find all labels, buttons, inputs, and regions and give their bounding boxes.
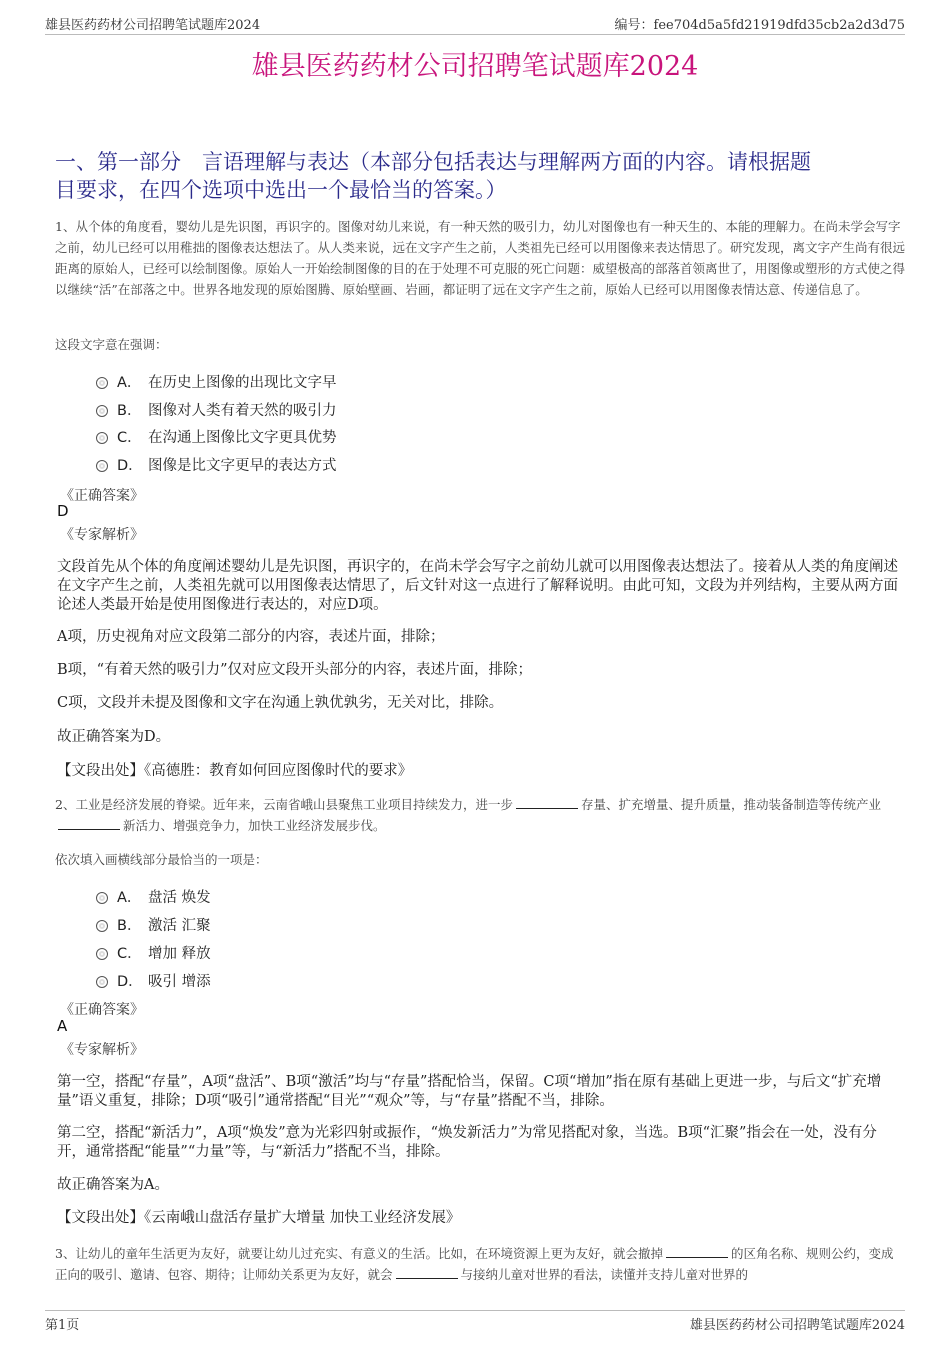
radio-icon[interactable]	[96, 377, 108, 389]
q2-analysis-conclusion: 故正确答案为A。	[57, 1177, 169, 1193]
q1-prompt: 这段文字意在强调：	[55, 337, 168, 352]
q1-option-b-letter: B．	[117, 403, 142, 419]
section-heading-line2: 目要求，在四个选项中选出一个最恰当的答案。）	[55, 178, 507, 202]
q2-option-a-letter: A．	[117, 890, 142, 906]
radio-icon[interactable]	[96, 948, 108, 960]
radio-icon[interactable]	[96, 432, 108, 444]
q2-text-part2: 存量、扩充增量、提升质量，推动装备制造等传统产业	[580, 797, 881, 812]
q2-source: 【文段出处】《云南峨山盘活存量扩大增量 加快工业经济发展》	[57, 1210, 461, 1226]
q1-option-c-text: 在沟通上图像比文字更具优势	[148, 430, 337, 446]
q2-option-c[interactable]	[96, 942, 211, 963]
q2-option-d[interactable]	[96, 970, 211, 991]
q1-analysis-p2: A项，历史视角对应文段第二部分的内容，表述片面，排除；	[57, 629, 445, 645]
q2-option-b[interactable]	[96, 914, 211, 935]
q2-analysis-label: 《专家解析》	[60, 1042, 144, 1058]
q1-option-b[interactable]	[96, 399, 337, 420]
q1-answer-label: 《正确答案》	[60, 488, 144, 504]
q3-text-part2: 的区角名称、规则公约，变成正向的吸引、邀请、包容、期待；让师幼关系更为友好，就会	[55, 1246, 894, 1282]
q2-text-part3: 新活力、增强竞争力，加快工业经济发展步伐。	[123, 818, 386, 833]
q2-option-c-letter: C．	[117, 946, 142, 962]
q1-text: 1、从个体的角度看，婴幼儿是先识图，再识字的。图像对幼儿来说，有一种天然的吸引力，幼儿对图像也有一种天生的、本能的理解力。在尚未学会写字之前，幼儿已经可以用稚拙的图像表达想法了。从人类来说，远在文字产生之前，人类祖先已经可以用图像来表达情思了。研究发现，离文字产生尚有很远距离的原始人，已经可以绘制图像。原始人一开始绘制图像的目的在于处理不可克服的死亡问题：威望极高的部落首领离世了，用图像或塑形的方式使之得以继续“活”在部落之中。世界各地发现的原始图腾、原始壁画、岩画，都证明了远在文字产生之前，原始人已经可以用图像表情达意、传递信息了。	[55, 219, 906, 297]
q1-answer: D	[57, 502, 69, 520]
q2-option-b-letter: B．	[117, 918, 142, 934]
section-heading-line1: 一、第一部分 言语理解与表达（本部分包括表达与理解两方面的内容。请根据题	[55, 150, 811, 174]
q2-analysis-p2: 第二空，搭配“新活力”，A项“焕发”意为光彩四射或振作，“焕发新活力”为常见搭配对象，当选。B项“汇聚”指会在一处，没有分开，通常搭配“能量”“力量”等，与“新活力”搭配不当，排除。	[57, 1125, 877, 1160]
page-header	[45, 12, 905, 35]
q1-option-c[interactable]	[96, 426, 337, 447]
q2-answer-label: 《正确答案》	[60, 1002, 144, 1018]
document-title: 雄县医药药材公司招聘笔试题库2024	[251, 51, 699, 82]
q1-option-a-letter: A．	[117, 375, 142, 391]
q1-option-c-letter: C．	[117, 430, 142, 446]
radio-icon[interactable]	[96, 460, 108, 472]
fill-blank	[516, 796, 578, 809]
page-number: 第1页	[45, 1318, 80, 1333]
q1-option-d-text: 图像是比文字更早的表达方式	[148, 458, 337, 474]
radio-icon[interactable]	[96, 976, 108, 988]
q2-prompt: 依次填入画横线部分最恰当的一项是：	[55, 852, 268, 867]
q2-option-d-text: 吸引 增添	[148, 974, 211, 990]
q1-option-d-letter: D．	[117, 458, 143, 474]
q1-option-d[interactable]	[96, 454, 337, 475]
q2-option-d-letter: D．	[117, 974, 143, 990]
q1-analysis-p4: C项，文段并未提及图像和文字在沟通上孰优孰劣，无关对比，排除。	[57, 695, 504, 711]
q3-text-part1: 3、让幼儿的童年生活更为友好，就要让幼儿过充实、有意义的生活。比如，在环境资源上更为友好，就会撤掉	[55, 1246, 663, 1261]
radio-icon[interactable]	[96, 892, 108, 904]
q2-answer: A	[57, 1017, 68, 1035]
radio-icon[interactable]	[96, 920, 108, 932]
q1-analysis-p3: B项，“有着天然的吸引力”仅对应文段开头部分的内容，表述片面，排除；	[57, 662, 532, 678]
q1-option-a[interactable]	[96, 371, 337, 392]
radio-icon[interactable]	[96, 405, 108, 417]
page-footer	[45, 1310, 905, 1333]
header-left-title: 雄县医药药材公司招聘笔试题库2024	[45, 18, 261, 33]
fill-blank	[396, 1266, 458, 1279]
q2-option-c-text: 增加 释放	[148, 946, 211, 962]
q2-text	[55, 794, 905, 836]
section-heading	[55, 148, 905, 204]
q2-option-a-text: 盘活 焕发	[148, 890, 211, 906]
q3-text	[55, 1243, 905, 1285]
fill-blank	[58, 817, 120, 830]
q2-option-b-text: 激活 汇聚	[148, 918, 211, 934]
q1-analysis-label: 《专家解析》	[60, 527, 144, 543]
q3-text-part3: 与接纳儿童对世界的看法，读懂并支持儿童对世界的	[460, 1267, 749, 1282]
q1-option-b-text: 图像对人类有着天然的吸引力	[148, 403, 337, 419]
q1-analysis-conclusion: 故正确答案为D。	[57, 729, 171, 745]
footer-title: 雄县医药药材公司招聘笔试题库2024	[689, 1318, 905, 1333]
fill-blank	[666, 1245, 728, 1258]
q1-source: 【文段出处】《高德胜：教育如何回应图像时代的要求》	[57, 763, 413, 779]
header-doc-number: 编号：fee704d5a5fd21919dfd35cb2a2d3d75	[614, 18, 905, 33]
q2-text-part1: 2、工业是经济发展的脊梁。近年来，云南省峨山县聚焦工业项目持续发力，进一步	[55, 797, 513, 812]
q1-analysis-p1: 文段首先从个体的角度阐述婴幼儿是先识图，再识字的，在尚未学会写字之前幼儿就可以用图像表达想法了。接着从人类的角度阐述在文字产生之前，人类祖先就可以用图像表达情思了，后文针对这一点进行了解释说明。由此可知，文段为并列结构，主要从两方面论述人类最开始是使用图像进行表达的，对应D项。	[57, 559, 898, 613]
q2-analysis-p1: 第一空，搭配“存量”，A项“盘活”、B项“激活”均与“存量”搭配恰当，保留。C项“增加”指在原有基础上更进一步，与后文“扩充增量”语义重复，排除；D项“吸引”通常搭配“目光”“观众”等，与“存量”搭配不当，排除。	[57, 1074, 882, 1109]
q2-option-a[interactable]	[96, 886, 211, 907]
q1-option-a-text: 在历史上图像的出现比文字早	[148, 375, 337, 391]
